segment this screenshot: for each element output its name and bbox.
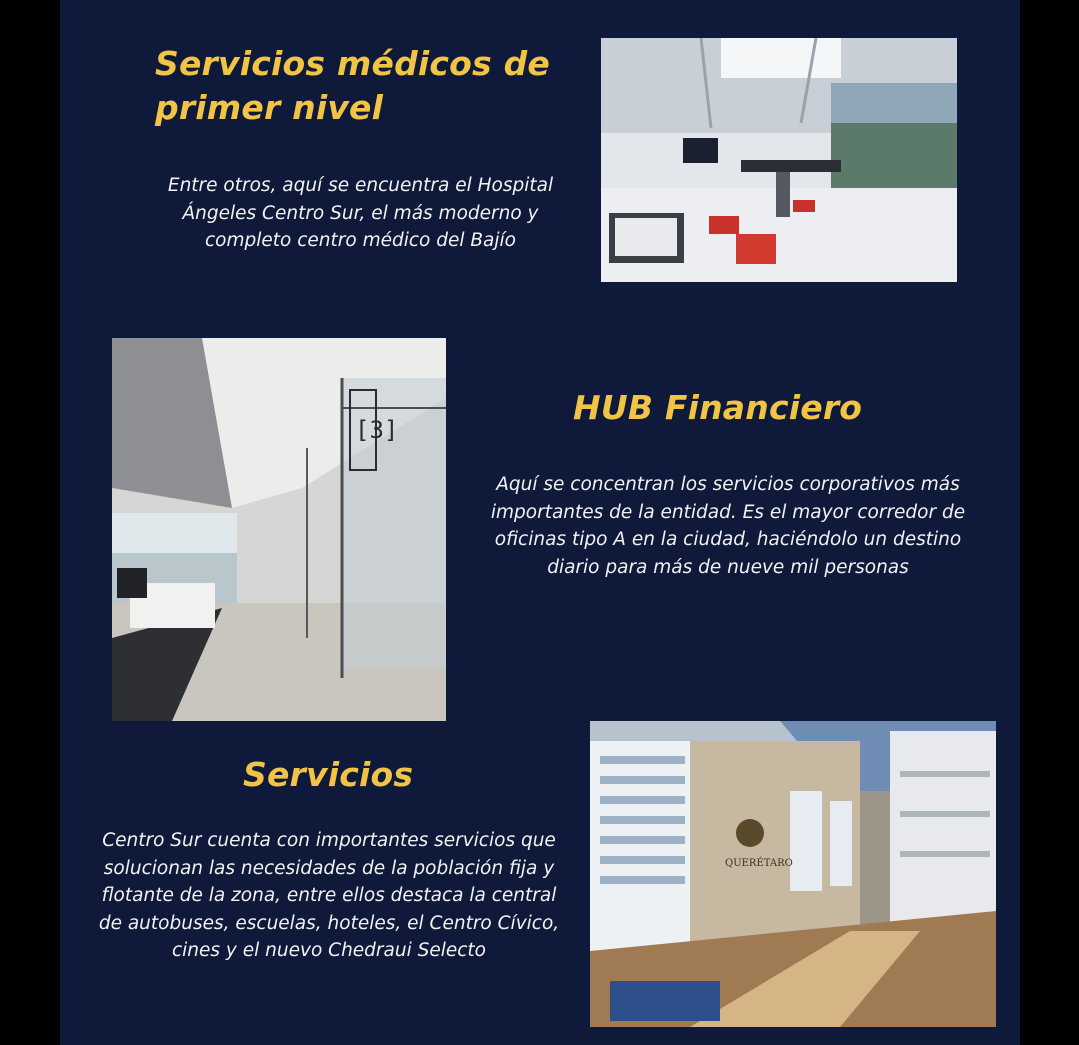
operating-room-photo — [601, 38, 957, 282]
medical-services-text: Entre otros, aquí se encuentra el Hospital Ángeles Centro Sur, el más moderno y completo centro médico del Bajío — [167, 175, 554, 251]
queretaro-sign-label: QUERÉTARO — [725, 858, 793, 869]
services-heading: Servicios — [243, 755, 414, 794]
financial-hub-text: Aquí se concentran los servicios corporativos más importantes de la entidad. Es el mayor corredor de oficinas tipo A en la ciudad, haciéndolo un destino diario para más de nueve mil personas — [490, 474, 966, 578]
financial-hub-heading: HUB Financiero — [573, 388, 863, 427]
office-interior-photo — [112, 338, 446, 721]
office-sign-label: [3] — [355, 416, 399, 444]
services-text: Centro Sur cuenta con importantes servicios que solucionan las necesidades de la población fija y flotante de la zona, entre ellos destaca la central de autobuses, escuelas, hoteles, el Centro Cívico, cines y el nuevo Chedraui Selecto — [98, 830, 560, 961]
civic-center-atrium-photo — [590, 721, 996, 1027]
medical-services-heading: Servicios médicos de primer nivel — [155, 44, 550, 127]
